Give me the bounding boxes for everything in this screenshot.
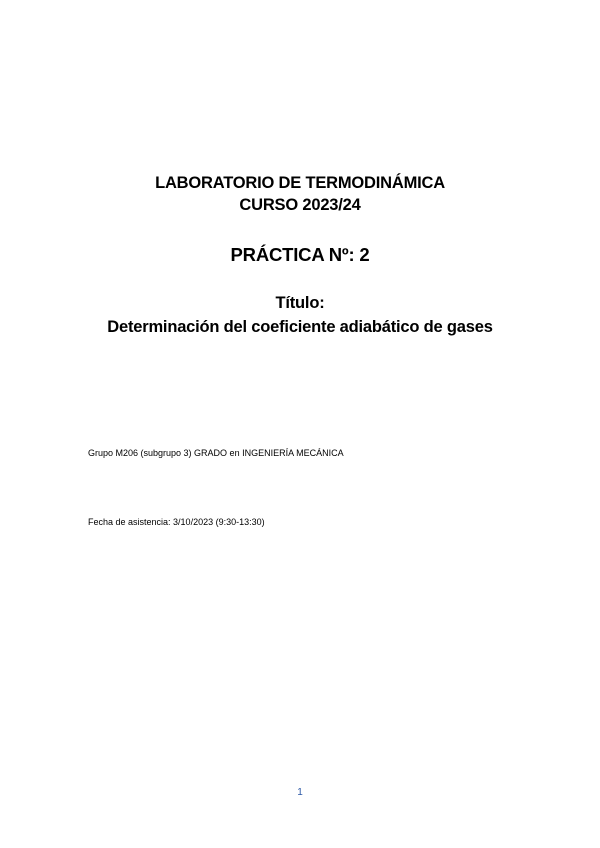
title-label: Título:	[275, 294, 325, 312]
attendance-date: Fecha de asistencia: 3/10/2023 (9:30-13:30)	[88, 517, 265, 527]
title-section	[0, 291, 600, 339]
practice-number: PRÁCTICA Nº: 2	[230, 244, 370, 265]
lab-title-block	[0, 172, 600, 216]
course-year: CURSO 2023/24	[239, 196, 361, 214]
lab-title: LABORATORIO DE TERMODINÁMICA	[155, 174, 445, 192]
practice-title: Determinación del coeficiente adiabático de gases	[107, 318, 493, 336]
page-number: 1	[297, 787, 303, 798]
group-info: Grupo M206 (subgrupo 3) GRADO en INGENIERÍA MECÁNICA	[88, 448, 344, 458]
